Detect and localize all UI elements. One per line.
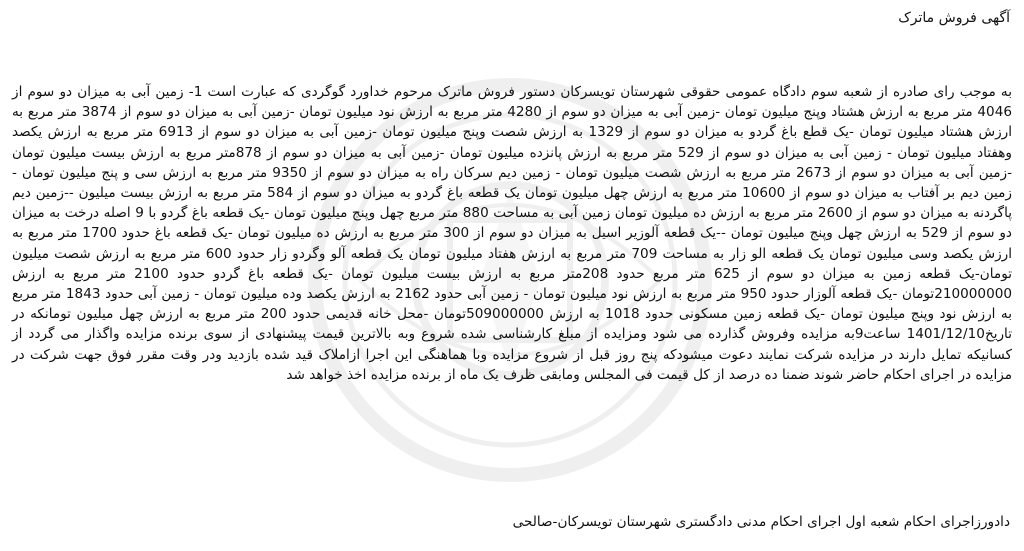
notice-title: آگهی فروش ماترک bbox=[898, 10, 1010, 26]
notice-signature: دادورزاجرای احکام شعبه اول اجرای احکام مدنی دادگستری شهرستان تویسرکان-صالحی bbox=[512, 514, 1010, 530]
notice-body: به موجب رای صادره از شعبه سوم دادگاه عمومی حقوقی شهرستان تویسرکان دستور فروش ماترک مرحوم خداورد گوگردی که عبارت است 1- زمین آبی به میزان دو سوم از 4046 متر مربع به ارزش هشتاد وپنج میلیون تومان -زمین آبی به میزان دو سوم از 4280 متر مربع به ارزش نود میلیون تومان -زمین آبی به میزان دو سوم از 3874 متر مربع به ارزش هشتاد میلیون تومان -یک قطع باغ گردو به میزان دو سوم از 1329 به ارزش شصت وپنج میلیون تومان -زمین آبی به میزان دو سوم از 6913 متر مربع به ارزش یکصد وهفتاد میلیون تومان - زمین آبی به میزان دو سوم از 529 متر مربع به ارزش پانزده میلیون تومان -زمین آبی به میزان دو سوم از 878متر مربع به ارزش بیست میلیون تومان -زمین آبی به میزان دو سوم از 2673 متر مربع به ارزش شصت میلیون تومان - زمین دیم سرکان راه به میزان دو سوم از 9350 متر مربع به ارزش سی و پنج میلیون تومان - زمین دیم بر آفتاب به میزان دو سوم از 10600 متر مربع به ارزش چهل میلیون تومان یک قطعه باغ گردو به میزان دو سوم از 584 متر مربع به ارزش بیست میلیون --زمین دیم پاگردنه به میزان دو سوم از 2600 متر مربع به ارزش ده میلیون تومان زمین آبی به مساحت 880 متر مربع چهل وپنج میلیون تومان -یک قطعه باغ گردو با 9 اصله درخت به میزان دو سوم از 529 به ارزش چهل وپنج میلیون تومان --یک قطعه آلوزیر اسیل به میزان دو سوم از 300 متر مربع به ارزش ده میلیون تومان -یک قطعه باغ حدود 1700 متر مربع به ارزش یکصد وسی میلیون تومان یک قطعه الو زار به مساحت 709 متر مربع به ارزش هفتاد میلیون تومان یک قطعه آلو وگردو زار حدود 600 متر مربع به ارزش شصت میلیون تومان-یک قطعه زمین به میزان دو سوم از 625 متر مربع حدود 208متر مربع به ارزش بیست میلیون تومان -یک قطعه باغ گردو حدود 2100 متر مربع به ارزش 210000000تومان -یک قطعه آلوزار حدود 950 متر مربع به ارزش نود میلیون تومان - زمین آبی حدود 2162 به ارزش یکصد وده میلیون تومان - زمین آبی حدود 1843 متر مربع به ارزش نود وپنج میلیون تومان -یک قطعه زمین مسکونی حدود 1018 به ارزش 509000000تومان -محل خانه قدیمی حدود 200 متر مربع به ارزش چهل میلیون تومانکه در تاریخ1401/12/10 ساعت9به مزایده وفروش گذارده می شود ومزایده از مبلغ کارشناسی شده شروع وبه بالاترین قیمت پیشنهادی از سوی برنده مزایده واگذار می گردد از کسانیکه تمایل دارند در مزایده شرکت نمایند دعوت میشودکه پنج روز قبل از شروع مزایده وبا هماهنگی این اجرا ازاملاک قید شده بازدید ودر وقت مقرر فوق جهت شرکت در مزایده در اجرای احکام حاضر شوند ضمنا ده درصد از کل قیمت فی المجلس ومابقی ظرف یک ماه از برنده مزایده اخذ خواهد شد bbox=[12, 84, 1013, 383]
